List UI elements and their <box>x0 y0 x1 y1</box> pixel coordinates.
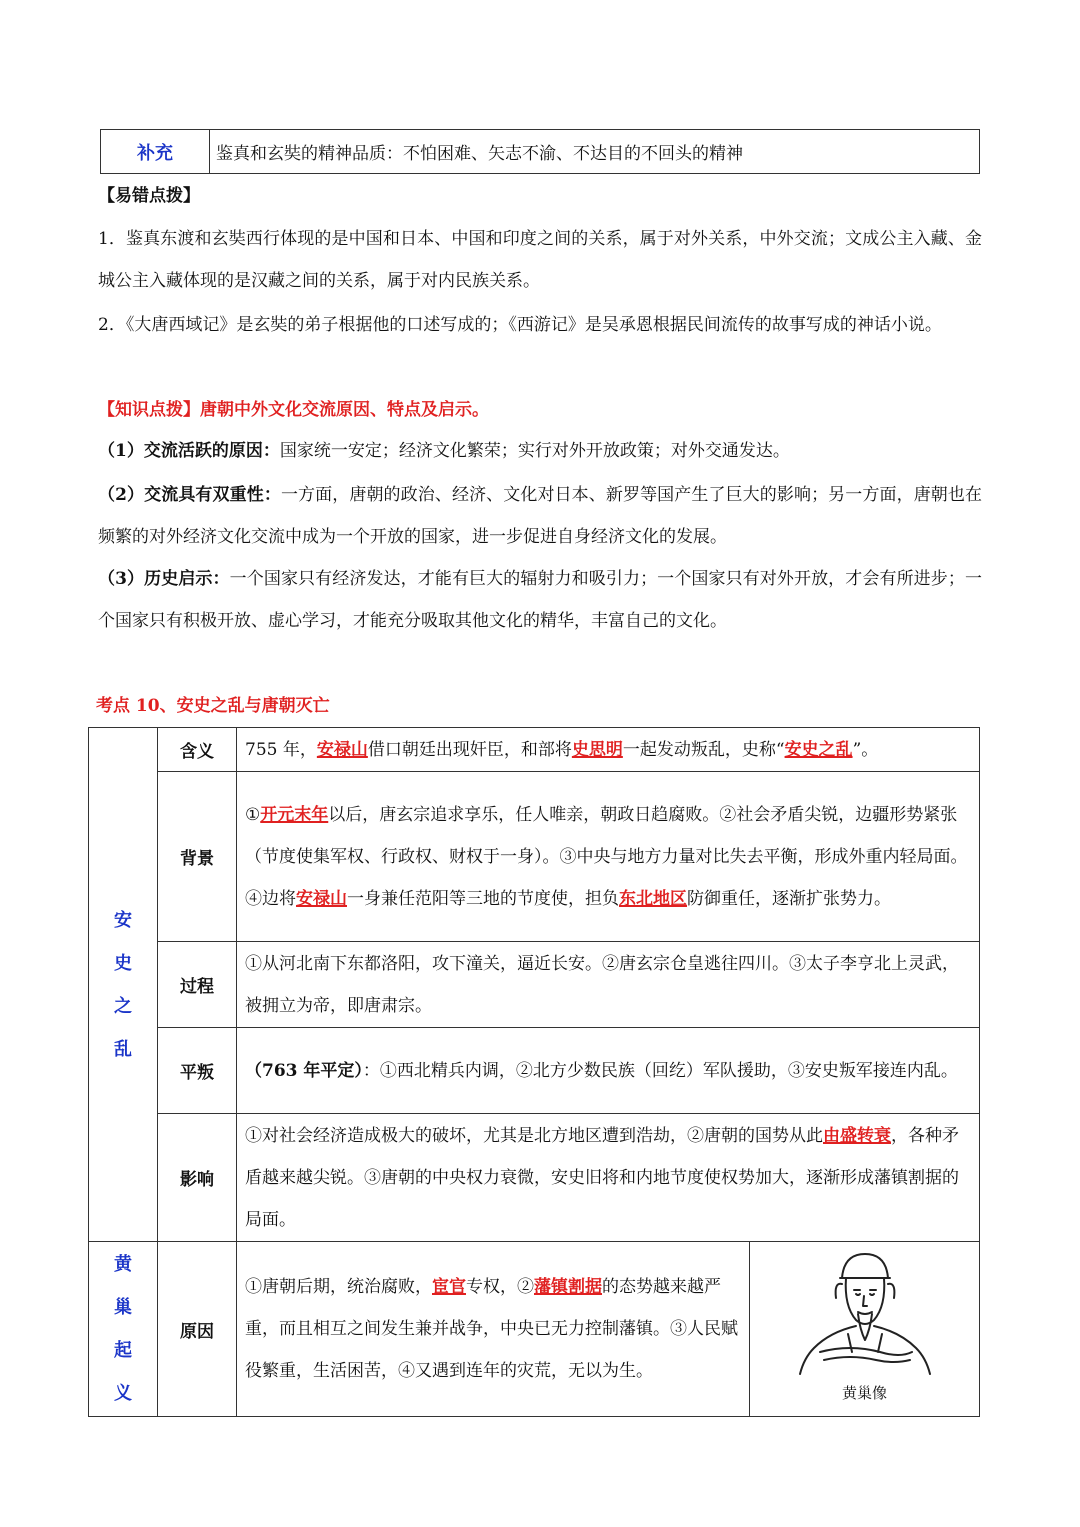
meaning-text: 755 年，安禄山借口朝廷出现奸臣，和部将史思明一起发动叛乱，史称“安史之乱”。 <box>237 728 980 772</box>
cause-label: 原因 <box>158 1242 237 1417</box>
anshi-group-label: 安 史 之 乱 <box>89 728 158 1242</box>
knowledge-item-3-text: 一个国家只有经济发达，才能有巨大的辐射力和吸引力；一个国家只有对外开放，才会有所进步；一个国家只有积极开放、虚心学习，才能充分吸取其他文化的精华，丰富自己的文化。 <box>98 569 982 631</box>
huangchao-portrait-image <box>790 1248 940 1376</box>
knowledge-item-1-label: （1）交流活跃的原因： <box>98 441 280 461</box>
knowledge-item-3-label: （3）历史启示： <box>98 569 230 589</box>
knowledge-item-3 <box>98 558 982 642</box>
background-text: ①开元末年以后，唐玄宗追求享乐，任人唯亲，朝政日趋腐败。②社会矛盾尖锐，边疆形势紧张（节度使集军权、行政权、财权于一身）。③中央与地方力量对比失去平衡，形成外重内轻局面。④边将安禄山一身兼任范阳等三地的节度使，担负东北地区防御重任，逐渐扩张势力。 <box>237 772 980 942</box>
knowledge-item-2-text: 一方面，唐朝的政治、经济、文化对日本、新罗等国产生了巨大的影响；另一方面，唐朝也在频繁的对外经济文化交流中成为一个开放的国家，进一步促进自身经济文化的发展。 <box>98 485 982 547</box>
process-label: 过程 <box>158 942 237 1028</box>
suppress-text: （763 年平定）：①西北精兵内调，②北方少数民族（回纥）军队援助，③安史叛军接连内乱。 <box>237 1028 980 1114</box>
impact-label: 影响 <box>158 1114 237 1242</box>
knowledge-item-1-text: 国家统一安定；经济文化繁荣；实行对外开放政策；对外交通发达。 <box>279 441 790 461</box>
supplement-text: 鉴真和玄奘的精神品质：不怕困难、矢志不渝、不达目的不回头的精神 <box>210 130 980 174</box>
meaning-label: 含义 <box>158 728 237 772</box>
error-tip-1: 1．鉴真东渡和玄奘西行体现的是中国和日本、中国和印度之间的关系，属于对外关系，中外交流；文成公主入藏、金城公主入藏体现的是汉藏之间的关系，属于对内民族关系。 <box>98 229 982 291</box>
supplement-label: 补充 <box>101 130 210 174</box>
error-tip-2: 2．《大唐西域记》是玄奘的弟子根据他的口述写成的；《西游记》是吴承恩根据民间流传的故事写成的神话小说。 <box>98 315 942 335</box>
portrait-caption: 黄巢像 <box>841 1384 887 1402</box>
portrait-cell <box>750 1242 980 1417</box>
error-tips-heading: 【易错点拨】 <box>98 186 200 206</box>
cause-text: ①唐朝后期，统治腐败，宦官专权，②藩镇割据的态势越来越严重，而且相互之间发生兼并战争，中央已无力控制藩镇。③人民赋役繁重，生活困苦，④又遇到连年的灾荒，无以为生。 <box>237 1242 750 1417</box>
process-text: ①从河北南下东都洛阳，攻下潼关，逼近长安。②唐玄宗仓皇逃往四川。③太子李亨北上灵武，被拥立为帝，即唐肃宗。 <box>237 942 980 1028</box>
section-title: 考点 10、安史之乱与唐朝灭亡 <box>96 696 330 716</box>
knowledge-item-2 <box>98 474 982 558</box>
impact-text: ①对社会经济造成极大的破坏，尤其是北方地区遭到浩劫，②唐朝的国势从此由盛转衰，各种矛盾越来越尖锐。③唐朝的中央权力衰微，安史旧将和内地节度使权势加大，逐渐形成藩镇割据的局面。 <box>237 1114 980 1242</box>
suppress-label: 平叛 <box>158 1028 237 1114</box>
knowledge-item-1 <box>98 430 982 472</box>
supplement-table <box>100 129 980 174</box>
background-label: 背景 <box>158 772 237 942</box>
knowledge-item-2-label: （2）交流具有双重性： <box>98 485 281 505</box>
knowledge-heading: 【知识点拨】唐朝中外文化交流原因、特点及启示。 <box>98 400 489 420</box>
anshi-table <box>88 727 980 1417</box>
huangchao-group-label: 黄 巢 起 义 <box>89 1242 158 1417</box>
